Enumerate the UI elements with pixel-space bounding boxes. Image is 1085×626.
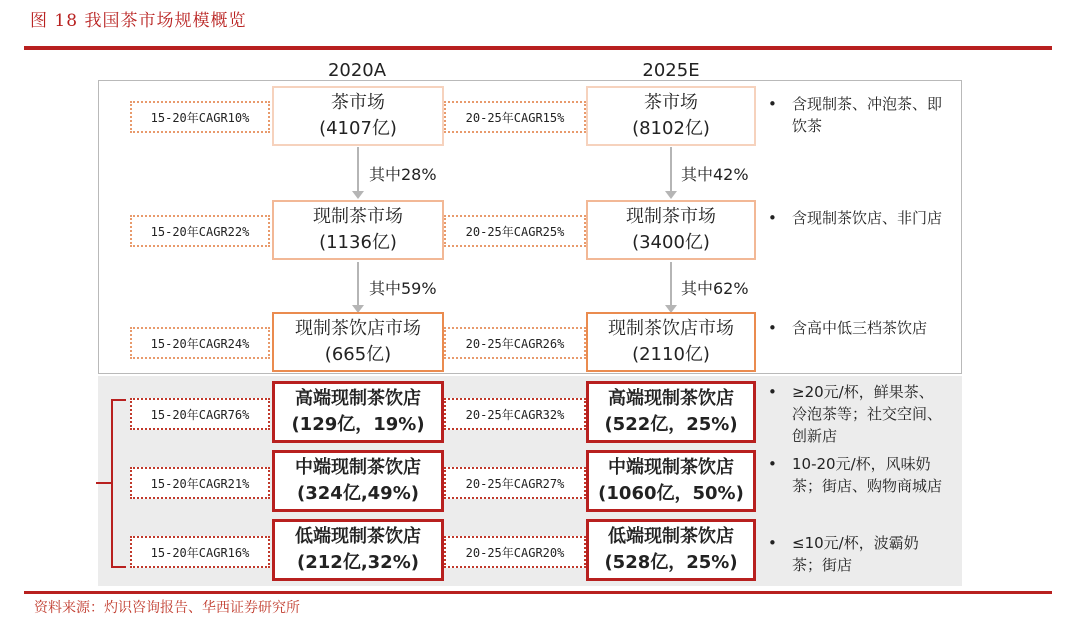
box-label: 茶市场 — [644, 92, 698, 113]
cagr-20-25: 20-25年CAGR26% — [444, 327, 586, 359]
box-label: 低端现制茶饮店 — [608, 526, 734, 547]
bullet: • — [768, 534, 777, 552]
note-text: 含现制茶饮店、非门店 — [792, 209, 943, 227]
note — [768, 93, 946, 137]
cagr-15-20: 15-20年CAGR22% — [130, 215, 270, 247]
bullet: • — [768, 209, 777, 227]
box-label: 茶市场 — [331, 92, 385, 113]
cagr-15-20: 15-20年CAGR76% — [130, 398, 270, 430]
source-note: 资料来源：灼识咨询报告、华西证券研究所 — [34, 600, 300, 616]
cagr-15-20: 15-20年CAGR10% — [130, 101, 270, 133]
arrow-head — [665, 191, 677, 199]
bullet: • — [768, 383, 777, 401]
tea-shop-market-2025-box — [586, 312, 756, 372]
mid-end-2025-box — [586, 450, 756, 512]
box-value: (324亿,49%) — [297, 483, 419, 504]
low-end-2025-box — [586, 519, 756, 581]
note — [768, 453, 946, 497]
share-label: 其中42% — [681, 165, 749, 184]
note-text: ≤10元/杯，波霸奶茶；街店 — [792, 534, 919, 574]
fresh-tea-market-2020-box — [272, 200, 444, 260]
note-text: 10-20元/杯，风味奶茶；街店、购物商城店 — [792, 455, 943, 495]
cagr-15-20: 15-20年CAGR16% — [130, 536, 270, 568]
box-value: (8102亿) — [632, 118, 710, 139]
note — [768, 207, 946, 229]
box-label: 现制茶市场 — [626, 206, 716, 227]
box-value: (129亿，19%) — [291, 414, 425, 435]
high-end-2020-box — [272, 381, 444, 443]
fresh-tea-market-2025-box — [586, 200, 756, 260]
box-value: (665亿) — [324, 344, 392, 365]
cagr-20-25: 20-25年CAGR15% — [444, 101, 586, 133]
column-head-2020: 2020A — [327, 60, 387, 81]
cagr-15-20: 15-20年CAGR21% — [130, 467, 270, 499]
bullet: • — [768, 95, 777, 113]
bullet: • — [768, 319, 777, 337]
figure-title: 图 18 我国茶市场规模概览 — [30, 11, 247, 31]
box-value: (1136亿) — [319, 232, 397, 253]
footer-rule — [24, 591, 1052, 594]
box-label: 现制茶饮店市场 — [608, 318, 734, 339]
tea-market-2020-box — [272, 86, 444, 146]
box-label: 现制茶饮店市场 — [295, 318, 421, 339]
box-label: 中端现制茶饮店 — [295, 457, 421, 478]
box-value: (528亿，25%) — [604, 552, 738, 573]
note — [768, 317, 946, 339]
box-value: (212亿,32%) — [297, 552, 419, 573]
cagr-20-25: 20-25年CAGR32% — [444, 398, 586, 430]
share-label: 其中62% — [681, 279, 749, 298]
box-value: (2110亿) — [632, 344, 710, 365]
cagr-20-25: 20-25年CAGR20% — [444, 536, 586, 568]
box-label: 中端现制茶饮店 — [608, 457, 734, 478]
box-value: (1060亿，50%) — [598, 483, 744, 504]
share-label: 其中59% — [369, 279, 437, 298]
cagr-20-25: 20-25年CAGR25% — [444, 215, 586, 247]
bullet: • — [768, 455, 777, 473]
box-label: 现制茶市场 — [313, 206, 403, 227]
box-value: (3400亿) — [632, 232, 710, 253]
note — [768, 381, 946, 447]
box-value: (522亿，25%) — [604, 414, 738, 435]
tier-bracket — [112, 400, 126, 567]
note — [768, 532, 946, 576]
box-value: (4107亿) — [319, 118, 397, 139]
mid-end-2020-box — [272, 450, 444, 512]
tea-shop-market-2020-box — [272, 312, 444, 372]
cagr-15-20: 15-20年CAGR24% — [130, 327, 270, 359]
box-label: 高端现制茶饮店 — [608, 388, 734, 409]
tea-market-2025-box — [586, 86, 756, 146]
note-text: 含高中低三档茶饮店 — [792, 319, 928, 337]
low-end-2020-box — [272, 519, 444, 581]
box-label: 低端现制茶饮店 — [295, 526, 421, 547]
box-label: 高端现制茶饮店 — [295, 388, 421, 409]
cagr-20-25: 20-25年CAGR27% — [444, 467, 586, 499]
note-text: 含现制茶、冲泡茶、即饮茶 — [792, 95, 943, 135]
column-head-2025: 2025E — [642, 60, 700, 81]
share-label: 其中28% — [369, 165, 437, 184]
note-text: ≥20元/杯，鲜果茶、冷泡茶等；社交空间、创新店 — [792, 383, 943, 445]
high-end-2025-box — [586, 381, 756, 443]
arrow-head — [352, 191, 364, 199]
